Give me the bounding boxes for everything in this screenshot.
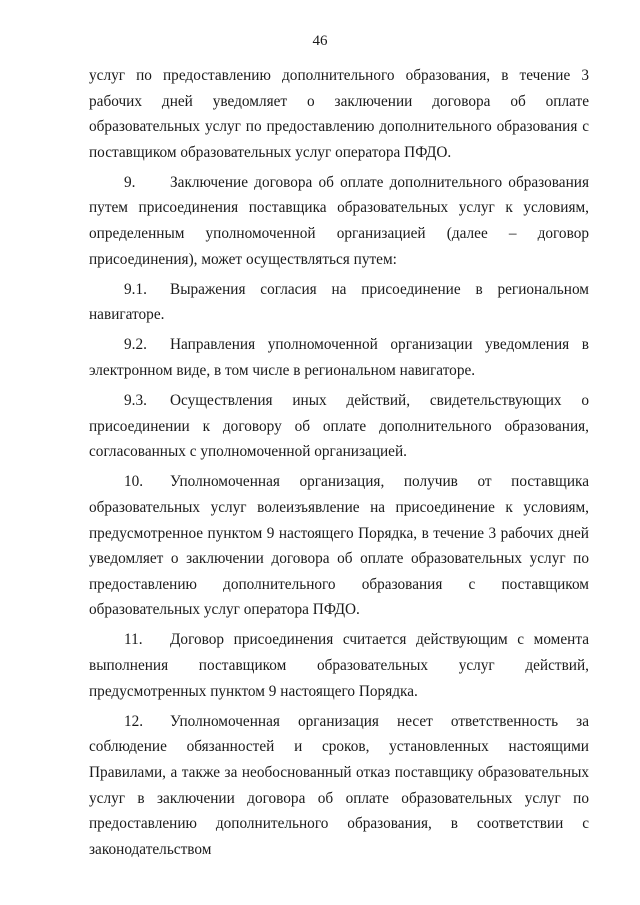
paragraph-9-1 [89,277,589,328]
paragraph-continuation [89,63,589,165]
paragraph-number: 9.2. [124,336,147,354]
paragraph-9-2 [89,332,589,383]
paragraph-text: Выражения согласия на присоединение в региональном навигаторе. [89,280,589,324]
paragraph-text: услуг по предоставлению дополнительного образования, в течение 3 рабочих дней уведомляет о заключении договора об оплате образовательных услуг по предоставлению дополнительного образования с поставщиком образовательных услуг оператора ПФДО. [89,67,589,161]
paragraph-text: Осуществления иных действий, свидетельствующих о присоединении к договору об оплате дополнительного образования, согласованных с уполномоченной организацией. [89,392,589,461]
paragraph-12 [89,709,589,863]
paragraph-number: 12. [124,712,144,730]
paragraph-9 [89,170,589,272]
paragraph-number: 10. [124,473,144,491]
paragraph-text: Уполномоченная организация несет ответственность за соблюдение обязанностей и сроков, установленных настоящими Правилами, а также за необоснованный отказ поставщику образовательных услуг в заключении договора об оплате образовательных услуг по предоставлению дополнительного образования, в соответствии с законодательством [89,712,589,858]
paragraph-number: 9.3. [124,392,147,410]
paragraph-10 [89,469,589,623]
paragraph-text: Уполномоченная организация, получив от поставщика образовательных услуг волеизъявление на присоединение к условиям, предусмотренное пунктом 9 настоящего Порядка, в течение 3 рабочих дней уведомляет о заключении договора об оплате образовательных услуг по предоставлению дополнительного образования с поставщиком образовательных услуг оператора ПФДО. [89,473,589,619]
paragraph-text: Заключение договора об оплате дополнительного образования путем присоединения поставщика образовательных услуг к условиям, определенным уполномоченной организацией (далее – договор присоединения), может осуществляться путем: [89,173,589,268]
paragraph-number: 11. [124,631,143,649]
paragraph-9-3 [89,388,589,465]
paragraph-number: 9.1. [124,280,147,298]
paragraph-number: 9. [124,173,136,191]
page-number: 46 [312,33,328,49]
paragraph-11 [89,627,589,704]
paragraph-text: Договор присоединения считается действующим с момента выполнения поставщиком образовательных услуг действий, предусмотренных пунктом 9 настоящего Порядка. [89,631,589,700]
document-body [89,63,589,867]
paragraph-text: Направления уполномоченной организации уведомления в электронном виде, в том числе в региональном навигаторе. [89,336,589,380]
